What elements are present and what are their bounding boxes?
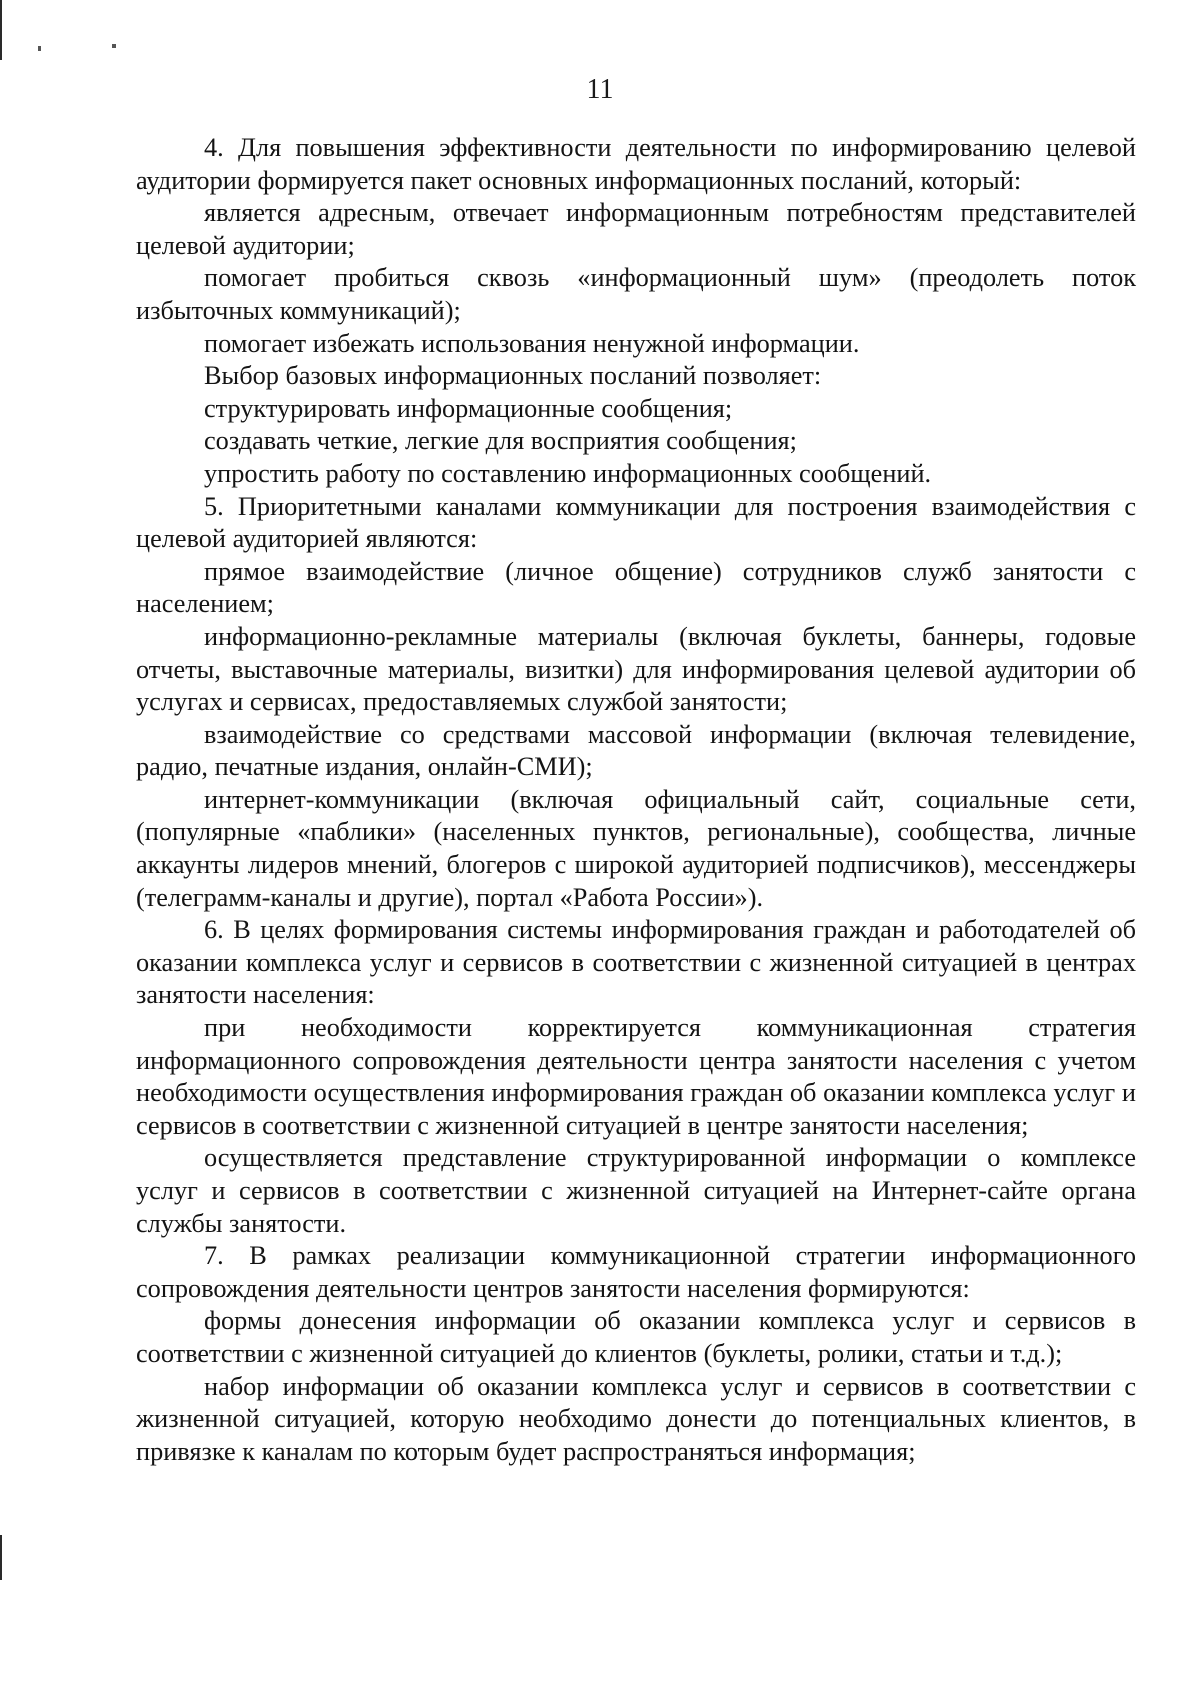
scan-edge-mark bbox=[0, 0, 2, 60]
list-item: помогает избежать использования ненужной информации. bbox=[204, 328, 860, 358]
scan-speck bbox=[38, 46, 41, 51]
list-item: взаимодействие со средствами массовой информации (включая телевидение, радио, печатные издания, онлайн-СМИ); bbox=[136, 719, 1136, 782]
list-item: осуществляется представление структурированной информации о комплексе услуг и сервисов в соответствии с жизненной ситуацией на Интернет-сайте органа службы занятости. bbox=[136, 1143, 1136, 1238]
list-item: является адресным, отвечает информационным потребностям представителей целевой аудитории; bbox=[136, 198, 1136, 260]
paragraph-6-intro: 6. В целях формирования системы информирования граждан и работодателей об оказании комплекса услуг и сервисов в соответствии с жизненной ситуацией в центрах занятости населения: bbox=[136, 915, 1136, 1010]
paragraph-5-intro: 5. Приоритетными каналами коммуникации для построения взаимодействия с целевой аудиторией являются: bbox=[136, 491, 1136, 554]
list-item: формы донесения информации об оказании комплекса услуг и сервисов в соответствии с жизненной ситуацией до клиентов (буклеты, ролики, статьи и т.д.); bbox=[136, 1306, 1136, 1368]
list-item: структурировать информационные сообщения; bbox=[204, 393, 733, 423]
list-item: прямое взаимодействие (личное общение) сотрудников служб занятости с населением; bbox=[136, 556, 1136, 619]
list-item: упростить работу по составлению информационных сообщений. bbox=[204, 458, 932, 488]
list-item: информационно-рекламные материалы (включая буклеты, баннеры, годовые отчеты, выставочные материалы, визитки) для информирования целевой аудитории об услугах и сервисах, предоставляемых службой занятости; bbox=[136, 621, 1136, 717]
list-item: помогает пробиться сквозь «информационный шум» (преодолеть поток избыточных коммуникаций); bbox=[136, 263, 1136, 325]
paragraph-4-intro: 4. Для повышения эффективности деятельности по информированию целевой аудитории формируется пакет основных информационных посланий, который: bbox=[136, 133, 1136, 195]
list-item: интернет-коммуникации (включая официальный сайт, социальные сети, (популярные «паблики» (населенных пунктов, региональные), сообщества, личные аккаунты лидеров мнений, блогеров с широкой аудиторией подписчиков), мессенджеры (телеграмм-каналы и другие), портал «Работа России»). bbox=[136, 784, 1136, 912]
page-number: 11 bbox=[586, 74, 614, 105]
scan-speck bbox=[112, 44, 116, 48]
document-body bbox=[136, 132, 1136, 1468]
list-item: создавать четкие, легкие для восприятия сообщения; bbox=[204, 426, 797, 456]
list-item: при необходимости корректируется коммуникационная стратегия информационного сопровождения деятельности центра занятости населения с учетом необходимости осуществления информирования граждан об оказании комплекса услуг и сервисов в соответствии с жизненной ситуацией в центре занятости населения; bbox=[136, 1013, 1136, 1140]
paragraph-text: Выбор базовых информационных посланий позволяет: bbox=[204, 361, 822, 391]
paragraph-7-intro: 7. В рамках реализации коммуникационной стратегии информационного сопровождения деятельности центров занятости населения формируются: bbox=[136, 1241, 1136, 1303]
scan-edge-mark bbox=[0, 1535, 2, 1580]
list-item: набор информации об оказании комплекса услуг и сервисов в соответствии с жизненной ситуацией, которую необходимо донести до потенциальных клиентов, в привязке к каналам по которым будет распространяться информация; bbox=[136, 1371, 1136, 1466]
